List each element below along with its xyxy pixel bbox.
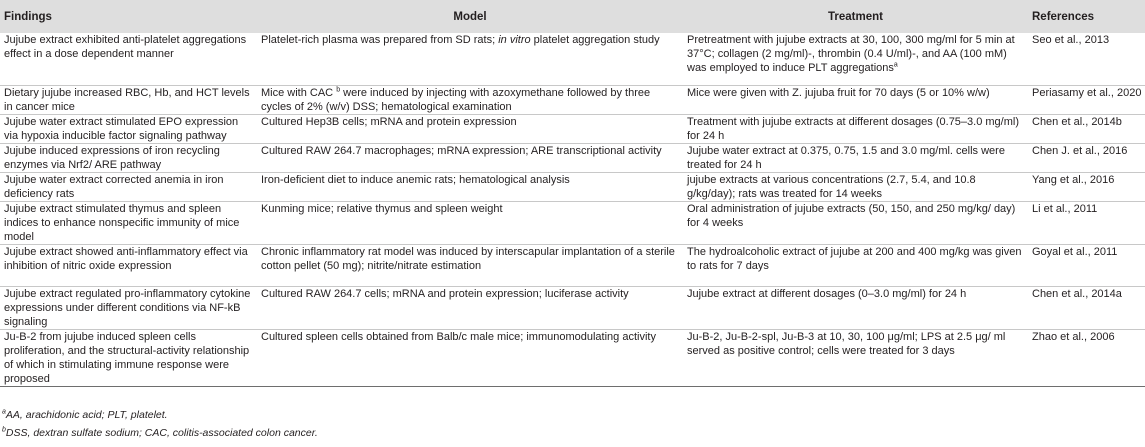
cell-model — [257, 143, 683, 172]
cell-treatment — [683, 172, 1028, 201]
cell-finding: Jujube water extract stimulated EPO expression via hypoxia inducible factor signaling pathway — [0, 114, 257, 143]
cell-reference: Goyal et al., 2011 — [1028, 244, 1145, 286]
treatment-text: Ju-B-2, Ju-B-2-spl, Ju-B-3 at 10, 30, 100 μg/ml; LPS at 2.5 μg/ ml served as positive control; cells were treated for 3 days — [687, 330, 1006, 357]
cell-treatment — [683, 85, 1028, 114]
table-row — [0, 286, 1145, 329]
cell-reference: Seo et al., 2013 — [1028, 33, 1145, 85]
model-text: Cultured Hep3B cells; mRNA and protein expression — [261, 115, 517, 128]
footnote-ref: a — [893, 61, 898, 69]
model-text: Cultured RAW 264.7 macrophages; mRNA expression; ARE transcriptional activity — [261, 144, 662, 157]
treatment-text: Jujube water extract at 0.375, 0.75, 1.5 and 3.0 mg/ml. cells were treated for 24 h — [687, 144, 1005, 171]
cell-finding: Jujube extract exhibited anti-platelet aggregations effect in a dose dependent manner — [0, 33, 257, 85]
header-references: References — [1028, 0, 1145, 33]
model-text-cont: platelet aggregation study — [530, 34, 660, 46]
cell-model — [257, 33, 683, 85]
cell-model — [257, 286, 683, 329]
cell-treatment — [683, 33, 1028, 85]
table-row — [0, 201, 1145, 244]
table-row — [0, 172, 1145, 201]
cell-model — [257, 114, 683, 143]
cell-finding: Jujube water extract corrected anemia in iron deficiency rats — [0, 172, 257, 201]
header-findings: Findings — [0, 0, 257, 33]
treatment-text: Mice were given with Z. jujuba fruit for 70 days (5 or 10% w/w) — [687, 86, 990, 99]
footnote-a — [2, 409, 168, 421]
table-row — [0, 143, 1145, 172]
footnote-mark: a — [2, 408, 6, 416]
table-header-row — [0, 0, 1145, 33]
treatment-text: jujube extracts at various concentrations (2.7, 5.4, and 10.8 g/kg/day); rats was treated for 14 weeks — [687, 173, 976, 200]
model-text: Cultured RAW 264.7 cells; mRNA and protein expression; luciferase activity — [261, 287, 629, 300]
model-text-cont: were induced by injecting with azoxymethane followed by three cycles of 2% (w/v) DSS; hematological examination — [261, 86, 651, 113]
model-text: Iron-deficient diet to induce anemic rats; hematological analysis — [261, 173, 570, 186]
table-row — [0, 114, 1145, 143]
model-text: Cultured spleen cells obtained from Balb/c male mice; immunomodulating activity — [261, 330, 656, 343]
cell-finding: Jujube induced expressions of iron recycling enzymes via Nrf2/ ARE pathway — [0, 143, 257, 172]
cell-reference: Chen et al., 2014a — [1028, 286, 1145, 329]
cell-treatment — [683, 114, 1028, 143]
header-treatment: Treatment — [683, 0, 1028, 33]
footnote-text: AA, arachidonic acid; PLT, platelet. — [5, 409, 168, 421]
cell-finding: Ju-B-2 from jujube induced spleen cells proliferation, and the structural-activity relationship of which in stimulating immune response were proposed — [0, 329, 257, 386]
table-row — [0, 85, 1145, 114]
cell-reference: Periasamy et al., 2020 — [1028, 85, 1145, 114]
cell-reference: Zhao et al., 2006 — [1028, 329, 1145, 386]
model-text: Platelet-rich plasma was prepared from SD rats; — [261, 34, 499, 46]
treatment-text: Jujube extract at different dosages (0–3.0 mg/ml) for 24 h — [687, 287, 967, 300]
cell-reference: Li et al., 2011 — [1028, 201, 1145, 244]
model-text: Chronic inflammatory rat model was induced by interscapular implantation of a sterile cotton pellet (50 mg); nitrite/nitrate estimation — [261, 245, 675, 272]
cell-reference: Yang et al., 2016 — [1028, 172, 1145, 201]
table-row — [0, 329, 1145, 386]
table-row — [0, 33, 1145, 85]
cell-finding: Dietary jujube increased RBC, Hb, and HCT levels in cancer mice — [0, 85, 257, 114]
treatment-text: The hydroalcoholic extract of jujube at 200 and 400 mg/kg was given to rats for 7 days — [687, 245, 1022, 272]
cell-reference: Chen et al., 2014b — [1028, 114, 1145, 143]
cell-reference: Chen J. et al., 2016 — [1028, 143, 1145, 172]
cell-model — [257, 201, 683, 244]
treatment-text: Oral administration of jujube extracts (50, 150, and 250 mg/kg/ day) for 4 weeks — [687, 202, 1016, 229]
cell-treatment — [683, 329, 1028, 386]
cell-treatment — [683, 201, 1028, 244]
cell-finding: Jujube extract stimulated thymus and spleen indices to enhance nonspecific immunity of mice model — [0, 201, 257, 244]
cell-model — [257, 85, 683, 114]
treatment-text: Treatment with jujube extracts at different dosages (0.75–3.0 mg/ml) for 24 h — [687, 115, 1019, 142]
footnote-text: DSS, dextran sulfate sodium; CAC, colitis-associated colon cancer. — [5, 427, 318, 439]
footnote-mark: b — [2, 426, 6, 434]
footnote-ref: b — [336, 85, 341, 93]
header-model: Model — [257, 0, 683, 33]
cell-finding: Jujube extract regulated pro-inflammatory cytokine expressions under different conditions via NF-kB signaling — [0, 286, 257, 329]
cell-model — [257, 329, 683, 386]
cell-model — [257, 244, 683, 286]
footnote-b — [2, 427, 318, 439]
cell-treatment — [683, 143, 1028, 172]
cell-treatment — [683, 244, 1028, 286]
model-text: Kunming mice; relative thymus and spleen weight — [261, 202, 503, 215]
treatment-text: Pretreatment with jujube extracts at 30, 100, 300 mg/ml for 5 min at 37°C; collagen (2 mg/ml)-, thrombin (0.4 U/ml)-, and AA (100 mM) was employed to induce PLT aggregations — [687, 34, 1015, 74]
cell-treatment — [683, 286, 1028, 329]
model-italic-text: in vitro — [498, 34, 531, 46]
model-text: Mice with CAC — [261, 86, 337, 99]
cell-finding: Jujube extract showed anti-inflammatory effect via inhibition of nitric oxide expression — [0, 244, 257, 286]
cell-model — [257, 172, 683, 201]
table-row — [0, 244, 1145, 286]
